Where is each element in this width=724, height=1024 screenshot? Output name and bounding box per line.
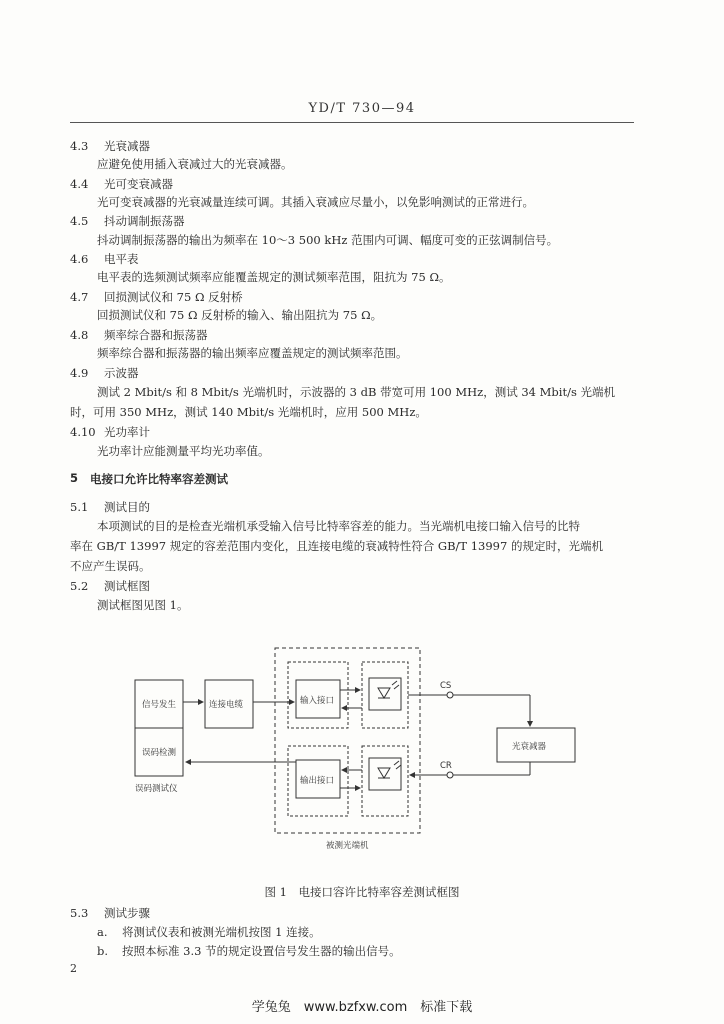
section-body: 抖动调制振荡器的输出为频率在 10～3 500 kHz 范围内可调、幅度可变的正弦调制信号。 bbox=[97, 233, 559, 247]
emit-arrows-icon bbox=[392, 681, 399, 689]
section-body: 光功率计应能测量平均光功率值。 bbox=[97, 444, 270, 458]
step-letter: b. bbox=[97, 944, 109, 958]
transmitter-box bbox=[369, 678, 401, 710]
section-title: 光功率计 bbox=[104, 425, 150, 439]
error-detector-label: 误码检测 bbox=[142, 748, 177, 758]
section-body: 率在 GB/T 13997 规定的容差范围内变化，且连接电缆的衰减特性符合 GB/T 13997 的规定时，光端机 bbox=[70, 539, 603, 553]
section-title: 光可变衰减器 bbox=[104, 177, 173, 191]
signal-generator-label: 信号发生 bbox=[142, 700, 177, 710]
receive-arrows-icon bbox=[394, 761, 401, 769]
dut-dashed-frame bbox=[275, 648, 420, 833]
step-letter: a. bbox=[97, 925, 108, 939]
section-body: 应避免使用插入衰减过大的光衰减器。 bbox=[97, 157, 293, 171]
cs-connector bbox=[447, 692, 453, 698]
section-title: 测试目的 bbox=[104, 500, 150, 514]
section-title: 光衰减器 bbox=[104, 139, 150, 153]
cable-label: 连接电缆 bbox=[209, 700, 244, 710]
section-number: 4.7 bbox=[70, 290, 89, 304]
section-body: 本项测试的目的是检查光端机承受输入信号比特率容差的能力。当光端机电接口输入信号的比特 bbox=[97, 519, 580, 533]
section-title: 电平表 bbox=[104, 252, 139, 266]
section-body: 测试 2 Mbit/s 和 8 Mbit/s 光端机时，示波器的 3 dB 带宽可用 100 MHz，测试 34 Mbit/s 光端机 bbox=[97, 385, 616, 399]
section-number: 4.6 bbox=[70, 252, 89, 266]
cr-connector bbox=[447, 772, 453, 778]
section-title: 测试步骤 bbox=[104, 906, 150, 920]
section-number: 4.8 bbox=[70, 328, 89, 342]
attenuator-label: 光衰减器 bbox=[512, 742, 547, 752]
section-body: 时，可用 350 MHz，测试 140 Mbit/s 光端机时，应用 500 MHz。 bbox=[70, 405, 427, 419]
section-title: 抖动调制振荡器 bbox=[104, 214, 185, 228]
section-number: 5.1 bbox=[70, 500, 89, 514]
standard-header: YD/T 730—94 bbox=[308, 101, 416, 116]
section-number: 5 bbox=[70, 471, 79, 485]
section-title: 电接口允许比特率容差测试 bbox=[90, 472, 228, 486]
section-body: 测试框图见图 1。 bbox=[97, 598, 189, 612]
dut-label: 被测光端机 bbox=[326, 841, 369, 851]
section-body: 回损测试仪和 75 Ω 反射桥的输入、输出阻抗为 75 Ω。 bbox=[97, 308, 383, 322]
page-number: 2 bbox=[70, 962, 77, 975]
section-title: 示波器 bbox=[104, 366, 139, 380]
footer-watermark: 学兔兔 www.bzfxw.com 标准下载 bbox=[251, 1000, 473, 1015]
section-number: 4.9 bbox=[70, 366, 89, 380]
section-body: 频率综合器和振荡器的输出频率应覆盖规定的测试频率范围。 bbox=[97, 346, 408, 360]
error-tester-label: 误码测试仪 bbox=[135, 784, 178, 794]
section-number: 4.4 bbox=[70, 177, 89, 191]
section-number: 4.10 bbox=[70, 425, 96, 439]
cs-label: CS bbox=[440, 681, 452, 691]
section-number: 5.2 bbox=[70, 579, 89, 593]
output-interface-label: 输出接口 bbox=[300, 776, 335, 786]
input-interface-label: 输入接口 bbox=[300, 696, 335, 706]
section-body: 不应产生误码。 bbox=[70, 559, 151, 573]
step-text: 将测试仪表和被测光端机按图 1 连接。 bbox=[122, 925, 321, 939]
section-title: 回损测试仪和 75 Ω 反射桥 bbox=[104, 290, 243, 304]
section-title: 频率综合器和振荡器 bbox=[104, 328, 208, 342]
section-body: 电平表的选频测试频率应能覆盖规定的测试频率范围，阻抗为 75 Ω。 bbox=[97, 270, 451, 284]
laser-diode-icon bbox=[378, 688, 390, 698]
step-text: 按照本标准 3.3 节的规定设置信号发生器的输出信号。 bbox=[122, 944, 401, 958]
section-body: 光可变衰减器的光衰减量连续可调。其插入衰减应尽量小，以免影响测试的正常进行。 bbox=[97, 195, 534, 209]
section-number: 4.3 bbox=[70, 139, 89, 153]
photo-diode-icon bbox=[378, 768, 390, 778]
cr-label: CR bbox=[440, 761, 452, 771]
section-number: 5.3 bbox=[70, 906, 89, 920]
figure-caption: 图 1 电接口容许比特率容差测试框图 bbox=[264, 885, 460, 899]
section-number: 4.5 bbox=[70, 214, 89, 228]
section-title: 测试框图 bbox=[104, 579, 150, 593]
